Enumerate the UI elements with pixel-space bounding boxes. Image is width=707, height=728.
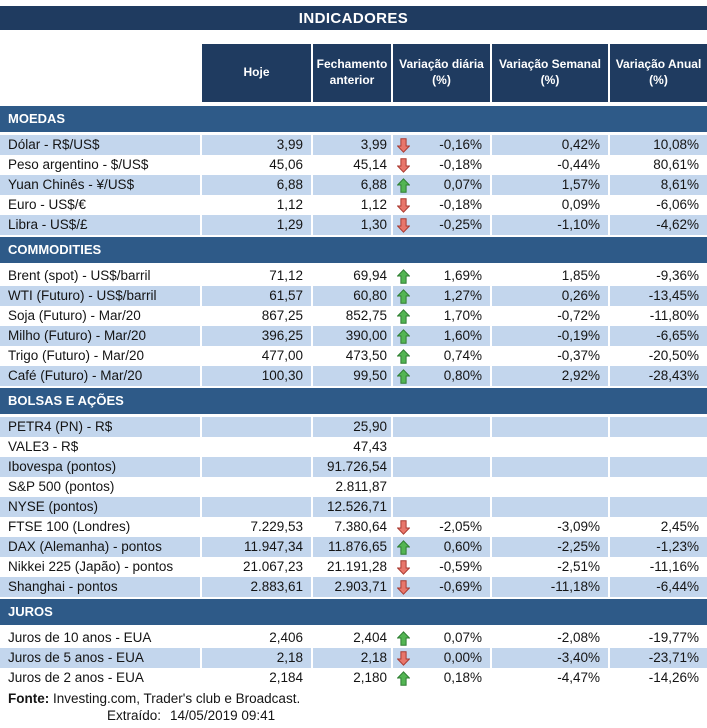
down-arrow-icon (397, 198, 410, 213)
row-label: Dólar - R$/US$ (0, 135, 202, 155)
variacao-anual-value: -28,43% (610, 366, 707, 386)
table-row (0, 175, 707, 195)
variacao-diaria-value: 1,70% (443, 308, 482, 323)
fechamento-anterior-value: 1,12 (313, 195, 393, 215)
up-arrow-icon (397, 269, 410, 284)
row-label: Juros de 2 anos - EUA (0, 668, 202, 688)
table-row (0, 497, 707, 517)
hoje-value: 2,406 (202, 628, 313, 648)
hoje-value: 71,12 (202, 266, 313, 286)
source-label: Fonte: (8, 691, 50, 706)
row-label: Milho (Futuro) - Mar/20 (0, 326, 202, 346)
hoje-value: 3,99 (202, 135, 313, 155)
hoje-value: 1,12 (202, 195, 313, 215)
up-arrow-icon (397, 289, 410, 304)
report-footer (0, 690, 707, 724)
variacao-semanal-value: -0,44% (492, 155, 610, 175)
fechamento-anterior-value: 60,80 (313, 286, 393, 306)
variacao-diaria-cell (393, 346, 492, 366)
header-spacer (0, 44, 202, 102)
variacao-semanal-value: 1,57% (492, 175, 610, 195)
hoje-value: 11.947,34 (202, 537, 313, 557)
variacao-anual-value: -23,71% (610, 648, 707, 668)
up-arrow-icon (397, 329, 410, 344)
fechamento-anterior-value: 852,75 (313, 306, 393, 326)
extraction-datetime: 14/05/2019 09:41 (170, 708, 276, 723)
row-label: FTSE 100 (Londres) (0, 517, 202, 537)
variacao-anual-value: -11,80% (649, 308, 699, 323)
hoje-value: 21.067,23 (202, 557, 313, 577)
row-label: PETR4 (PN) - R$ (0, 417, 202, 437)
variacao-diaria-cell (393, 557, 492, 577)
table-row (0, 155, 707, 175)
column-header-variacao-diaria: Variação diária (%) (393, 44, 492, 102)
variacao-anual-value: -4,62% (610, 215, 707, 235)
up-arrow-icon (397, 349, 410, 364)
variacao-semanal-value (492, 477, 610, 497)
fechamento-anterior-value: 21.191,28 (313, 557, 393, 577)
row-label: S&P 500 (pontos) (0, 477, 202, 497)
hoje-value: 61,57 (202, 286, 313, 306)
row-label: DAX (Alemanha) - pontos (0, 537, 202, 557)
fechamento-anterior-value: 99,50 (313, 366, 393, 386)
table-row (0, 437, 707, 457)
source-text: Investing.com, Trader's club e Broadcast. (49, 691, 301, 706)
variacao-semanal-value (492, 457, 610, 477)
variacao-semanal-value (492, 497, 610, 517)
row-label: VALE3 - R$ (0, 437, 202, 457)
table-row (0, 135, 707, 155)
hoje-value: 2.883,61 (202, 577, 313, 597)
variacao-diaria-cell (393, 195, 492, 215)
variacao-diaria-value: 0,18% (443, 670, 482, 685)
report-title: INDICADORES (298, 9, 409, 27)
variacao-anual-value: -19,77% (648, 630, 699, 645)
row-label: Trigo (Futuro) - Mar/20 (0, 346, 202, 366)
row-label: WTI (Futuro) - US$/barril (0, 286, 202, 306)
column-header-hoje: Hoje (202, 44, 313, 102)
up-arrow-icon (397, 540, 410, 555)
hoje-value: 100,30 (202, 366, 313, 386)
fechamento-anterior-value: 390,00 (313, 326, 393, 346)
hoje-value (202, 457, 313, 477)
variacao-diaria-cell (393, 417, 492, 437)
variacao-anual-value: -1,23% (610, 537, 707, 557)
variacao-diaria-cell (393, 155, 492, 175)
variacao-semanal-value: 0,42% (492, 135, 610, 155)
fechamento-anterior-value: 2.811,87 (313, 477, 393, 497)
up-arrow-icon (397, 309, 410, 324)
variacao-semanal-value (492, 437, 610, 457)
variacao-anual-value: -14,26% (648, 670, 699, 685)
table-row (0, 557, 707, 577)
extraction-label: Extraído: (107, 708, 162, 723)
fechamento-anterior-value: 69,94 (313, 266, 393, 286)
table-row (0, 457, 707, 477)
row-label: Libra - US$/£ (0, 215, 202, 235)
row-label: Euro - US$/€ (0, 195, 202, 215)
row-label: Yuan Chinês - ¥/US$ (0, 175, 202, 195)
variacao-semanal-value: -2,08% (492, 628, 610, 648)
variacao-semanal-value: -0,19% (492, 326, 610, 346)
table-header-row (0, 44, 707, 102)
variacao-anual-value: -11,16% (649, 559, 699, 574)
variacao-diaria-value: -0,16% (439, 137, 482, 152)
row-label: Nikkei 225 (Japão) - pontos (0, 557, 202, 577)
row-label: Café (Futuro) - Mar/20 (0, 366, 202, 386)
hoje-value: 2,18 (202, 648, 313, 668)
hoje-value: 2,184 (202, 668, 313, 688)
down-arrow-icon (397, 560, 410, 575)
hoje-value: 477,00 (202, 346, 313, 366)
variacao-semanal-value: -2,51% (492, 557, 610, 577)
hoje-value: 396,25 (202, 326, 313, 346)
hoje-value: 6,88 (202, 175, 313, 195)
variacao-semanal-value: 0,26% (492, 286, 610, 306)
variacao-diaria-cell (393, 517, 492, 537)
source-line (0, 690, 707, 707)
variacao-semanal-value: -2,25% (492, 537, 610, 557)
up-arrow-icon (397, 178, 410, 193)
variacao-semanal-value: -3,40% (492, 648, 610, 668)
fechamento-anterior-value: 2.903,71 (313, 577, 393, 597)
section-header-juros: JUROS (0, 599, 707, 625)
down-arrow-icon (397, 651, 410, 666)
fechamento-anterior-value: 1,30 (313, 215, 393, 235)
variacao-diaria-cell (393, 648, 492, 668)
column-header-fechamento-anterior: Fechamento anterior (313, 44, 393, 102)
variacao-diaria-cell (393, 215, 492, 235)
hoje-value: 1,29 (202, 215, 313, 235)
variacao-semanal-value: -0,72% (492, 306, 610, 326)
variacao-diaria-value: 1,69% (443, 268, 482, 283)
variacao-anual-value (610, 437, 707, 457)
table-row (0, 366, 707, 386)
variacao-diaria-cell (393, 266, 492, 286)
variacao-diaria-value: -0,69% (439, 579, 482, 594)
table-row (0, 648, 707, 668)
variacao-semanal-value: 2,92% (492, 366, 610, 386)
variacao-diaria-value: -0,18% (439, 197, 482, 212)
variacao-diaria-value: 0,74% (443, 348, 482, 363)
table-row (0, 537, 707, 557)
variacao-diaria-cell (393, 306, 492, 326)
variacao-diaria-cell (393, 497, 492, 517)
variacao-diaria-cell (393, 668, 492, 688)
fechamento-anterior-value: 12.526,71 (313, 497, 393, 517)
variacao-anual-value (610, 457, 707, 477)
variacao-diaria-cell (393, 366, 492, 386)
variacao-diaria-cell (393, 477, 492, 497)
fechamento-anterior-value: 2,404 (313, 628, 393, 648)
variacao-diaria-cell (393, 628, 492, 648)
variacao-diaria-value: 0,07% (443, 177, 482, 192)
down-arrow-icon (397, 520, 410, 535)
row-label: Juros de 10 anos - EUA (0, 628, 202, 648)
fechamento-anterior-value: 2,180 (313, 668, 393, 688)
table-row (0, 215, 707, 235)
table-row (0, 668, 707, 688)
up-arrow-icon (397, 631, 410, 646)
fechamento-anterior-value: 3,99 (313, 135, 393, 155)
variacao-semanal-value: -1,10% (492, 215, 610, 235)
fechamento-anterior-value: 7.380,64 (313, 517, 393, 537)
down-arrow-icon (397, 158, 410, 173)
table-row (0, 346, 707, 366)
extraction-line (0, 707, 707, 724)
hoje-value (202, 417, 313, 437)
variacao-diaria-value: -2,05% (439, 519, 482, 534)
row-label: Shanghai - pontos (0, 577, 202, 597)
fechamento-anterior-value: 25,90 (313, 417, 393, 437)
row-label: Soja (Futuro) - Mar/20 (0, 306, 202, 326)
down-arrow-icon (397, 138, 410, 153)
table-row (0, 195, 707, 215)
table-row (0, 286, 707, 306)
up-arrow-icon (397, 369, 410, 384)
variacao-anual-value: -20,50% (648, 348, 699, 363)
variacao-semanal-value: -11,18% (492, 577, 610, 597)
row-label: Juros de 5 anos - EUA (0, 648, 202, 668)
fechamento-anterior-value: 47,43 (313, 437, 393, 457)
table-row (0, 326, 707, 346)
table-body (0, 106, 707, 688)
hoje-value (202, 497, 313, 517)
variacao-diaria-value: 1,60% (443, 328, 482, 343)
down-arrow-icon (397, 218, 410, 233)
fechamento-anterior-value: 473,50 (313, 346, 393, 366)
section-header-bolsas-e-acoes: BOLSAS E AÇÕES (0, 388, 707, 414)
variacao-diaria-cell (393, 326, 492, 346)
fechamento-anterior-value: 2,18 (313, 648, 393, 668)
row-label: Ibovespa (pontos) (0, 457, 202, 477)
variacao-diaria-cell (393, 437, 492, 457)
variacao-diaria-cell (393, 537, 492, 557)
variacao-semanal-value (492, 417, 610, 437)
hoje-value: 7.229,53 (202, 517, 313, 537)
variacao-anual-value: -6,44% (610, 577, 707, 597)
variacao-anual-value: -6,06% (656, 197, 699, 212)
variacao-anual-value (610, 497, 707, 517)
variacao-anual-value: 10,08% (610, 135, 707, 155)
table-row (0, 417, 707, 437)
table-row (0, 306, 707, 326)
fechamento-anterior-value: 11.876,65 (313, 537, 393, 557)
variacao-diaria-value: -0,18% (439, 157, 482, 172)
table-row (0, 517, 707, 537)
variacao-diaria-value: 0,60% (443, 539, 482, 554)
table-row (0, 477, 707, 497)
up-arrow-icon (397, 671, 410, 686)
column-header-variacao-anual: Variação Anual (%) (610, 44, 707, 102)
hoje-value (202, 437, 313, 457)
variacao-anual-value: -6,65% (610, 326, 707, 346)
row-label: Brent (spot) - US$/barril (0, 266, 202, 286)
hoje-value (202, 477, 313, 497)
section-header-commodities: COMMODITIES (0, 237, 707, 263)
variacao-diaria-cell (393, 457, 492, 477)
variacao-diaria-value: 0,80% (443, 368, 482, 383)
variacao-anual-value: 2,45% (660, 519, 699, 534)
variacao-diaria-value: 0,07% (443, 630, 482, 645)
row-label: Peso argentino - $/US$ (0, 155, 202, 175)
variacao-anual-value: -13,45% (610, 286, 707, 306)
table-row (0, 628, 707, 648)
variacao-diaria-cell (393, 286, 492, 306)
variacao-diaria-cell (393, 175, 492, 195)
hoje-value: 45,06 (202, 155, 313, 175)
table-row (0, 577, 707, 597)
section-header-moedas: MOEDAS (0, 106, 707, 132)
column-header-variacao-semanal: Variação Semanal (%) (492, 44, 610, 102)
variacao-diaria-value: 0,00% (443, 650, 482, 665)
fechamento-anterior-value: 6,88 (313, 175, 393, 195)
variacao-anual-value (610, 417, 707, 437)
fechamento-anterior-value: 45,14 (313, 155, 393, 175)
variacao-diaria-value: -0,59% (439, 559, 482, 574)
variacao-semanal-value: -3,09% (492, 517, 610, 537)
table-row (0, 266, 707, 286)
variacao-semanal-value: 1,85% (492, 266, 610, 286)
report-title-bar (0, 6, 707, 30)
variacao-diaria-value: -0,25% (439, 217, 482, 232)
variacao-semanal-value: -0,37% (492, 346, 610, 366)
variacao-diaria-cell (393, 135, 492, 155)
variacao-semanal-value: -4,47% (492, 668, 610, 688)
fechamento-anterior-value: 91.726,54 (313, 457, 393, 477)
variacao-anual-value: -9,36% (656, 268, 699, 283)
variacao-diaria-cell (393, 577, 492, 597)
variacao-anual-value: 80,61% (653, 157, 699, 172)
down-arrow-icon (397, 580, 410, 595)
variacao-anual-value (610, 477, 707, 497)
variacao-anual-value: 8,61% (610, 175, 707, 195)
variacao-diaria-value: 1,27% (443, 288, 482, 303)
variacao-semanal-value: 0,09% (492, 195, 610, 215)
hoje-value: 867,25 (202, 306, 313, 326)
row-label: NYSE (pontos) (0, 497, 202, 517)
